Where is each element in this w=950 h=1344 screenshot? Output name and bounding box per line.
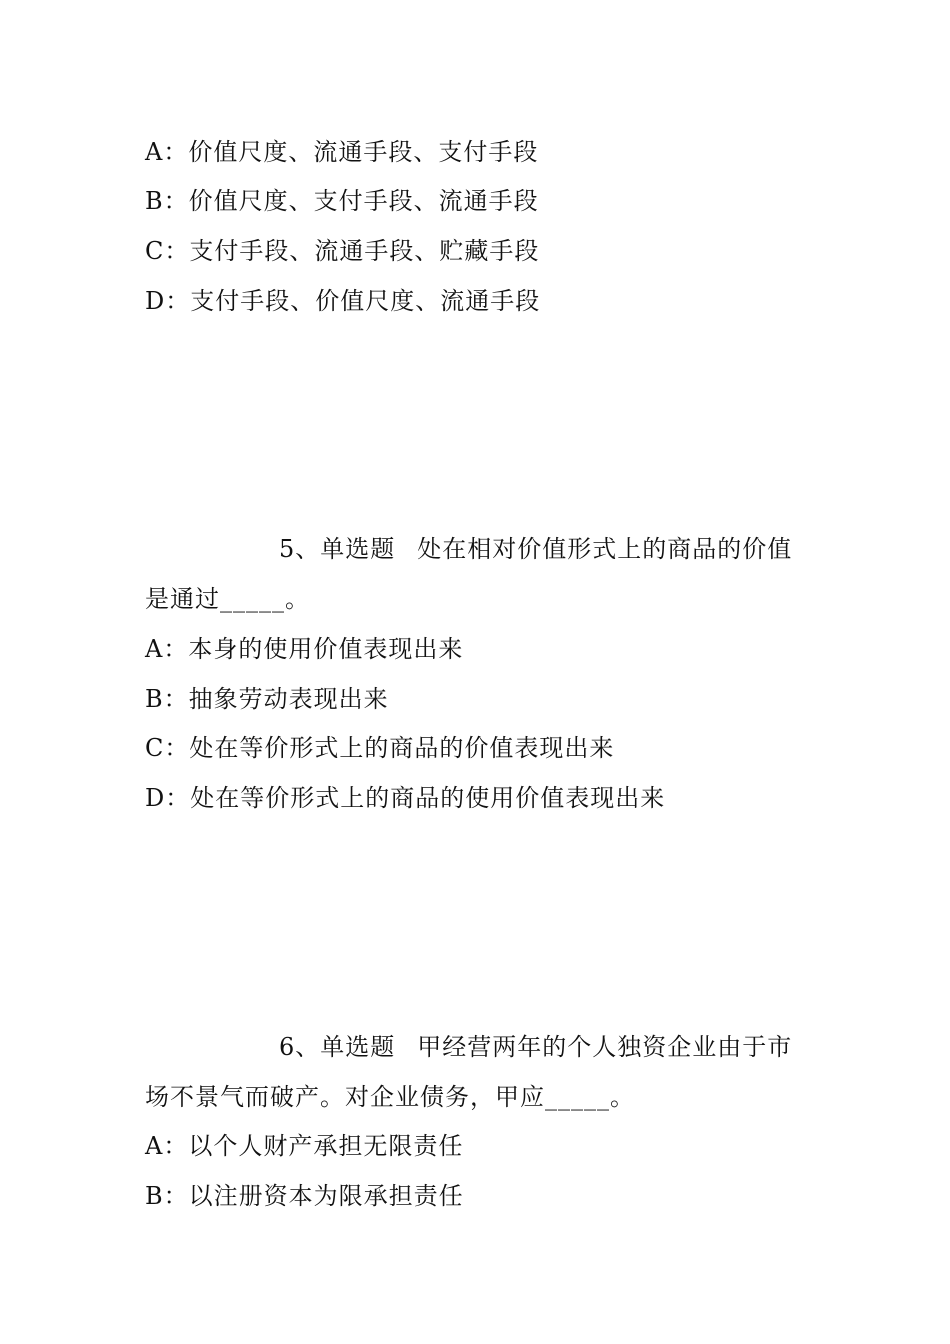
option-a: A：以个人财产承担无限责任 — [145, 1132, 464, 1160]
option-a: A：价值尺度、流通手段、支付手段 — [145, 138, 539, 166]
question-stem-line-2: 场不景气而破产。对企业债务，甲应_____。 — [145, 1083, 635, 1111]
question-number: 5、单选题 — [279, 535, 396, 563]
question-stem-line-2: 是通过_____。 — [145, 585, 310, 613]
option-d: D：处在等价形式上的商品的使用价值表现出来 — [145, 784, 666, 812]
option-c: C：处在等价形式上的商品的价值表现出来 — [145, 734, 615, 762]
question-6-heading — [145, 1032, 805, 1062]
option-b: B：以注册资本为限承担责任 — [145, 1182, 464, 1210]
option-b: B：抽象劳动表现出来 — [145, 685, 389, 713]
question-number: 6、单选题 — [279, 1033, 396, 1061]
question-5-heading — [145, 534, 805, 564]
option-c: C：支付手段、流通手段、贮藏手段 — [145, 237, 540, 265]
option-d: D：支付手段、价值尺度、流通手段 — [145, 287, 541, 315]
question-stem-line-1: 处在相对价值形式上的商品的价值 — [417, 535, 793, 563]
option-a: A：本身的使用价值表现出来 — [145, 635, 464, 663]
option-b: B：价值尺度、支付手段、流通手段 — [145, 187, 539, 215]
question-stem-line-1: 甲经营两年的个人独资企业由于市 — [417, 1033, 793, 1061]
